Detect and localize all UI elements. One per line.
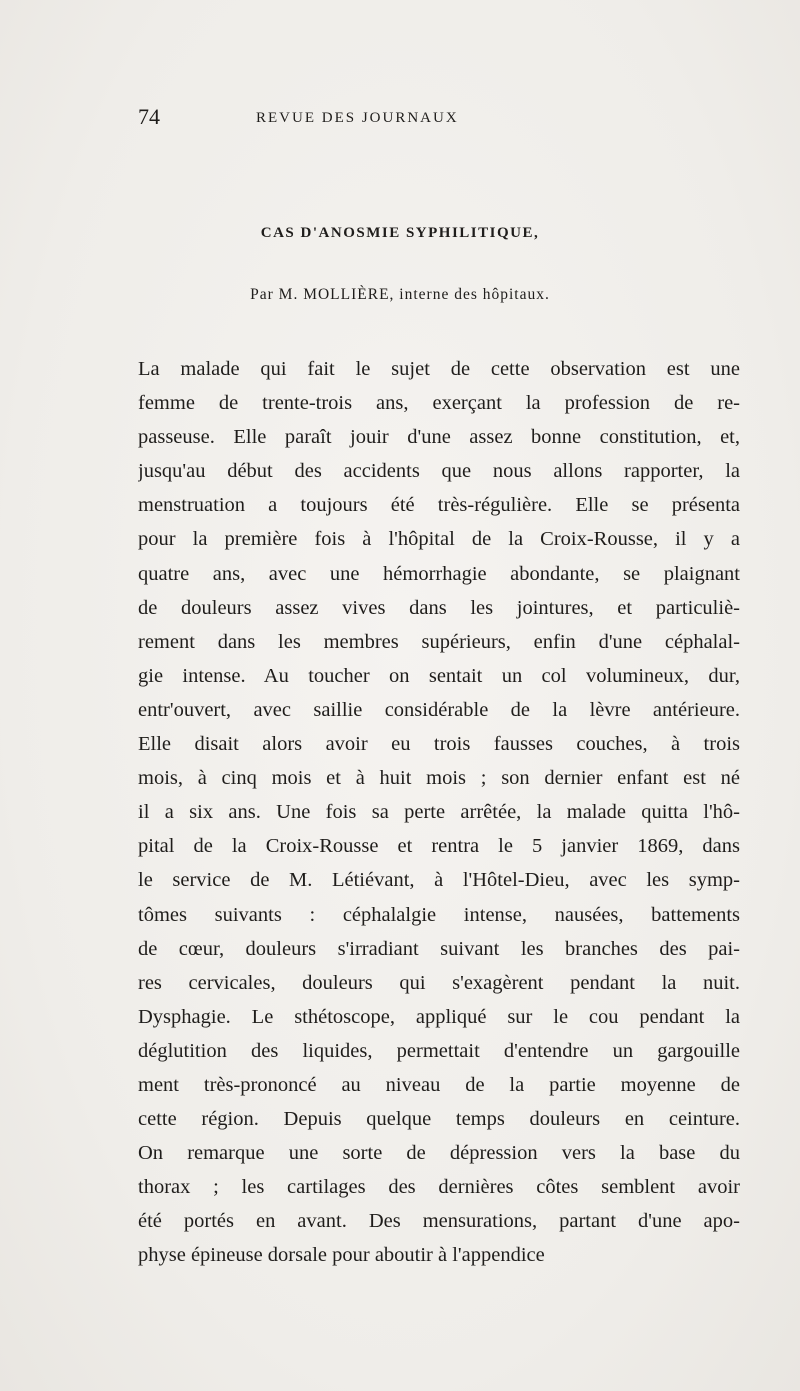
body-line: été portés en avant. Des mensurations, partant d'une apo-	[138, 1210, 740, 1233]
article-byline: Par M. MOLLIÈRE, interne des hôpitaux.	[250, 286, 550, 303]
body-line: femme de trente-trois ans, exerçant la profession de re-	[138, 392, 740, 415]
body-line: On remarque une sorte de dépression vers la base du	[138, 1142, 740, 1165]
body-line: déglutition des liquides, permettait d'entendre un gargouille	[138, 1039, 740, 1062]
page-header	[138, 104, 738, 134]
body-line: ment très-prononcé au niveau de la partie moyenne de	[138, 1073, 740, 1096]
body-line: Dysphagie. Le sthétoscope, appliqué sur le cou pendant la	[138, 1005, 740, 1028]
body-line last-line: physe épineuse dorsale pour aboutir à l'appendice	[138, 1244, 545, 1267]
body-line: tômes suivants : céphalalgie intense, nausées, battements	[138, 903, 740, 926]
body-line: jusqu'au début des accidents que nous allons rapporter, la	[138, 460, 740, 483]
body-line: pour la première fois à l'hôpital de la Croix-Rousse, il y a	[138, 528, 740, 551]
body-line: res cervicales, douleurs qui s'exagèrent pendant la nuit.	[138, 971, 740, 994]
body-line: entr'ouvert, avec saillie considérable de la lèvre antérieure.	[138, 698, 740, 721]
body-line: gie intense. Au toucher on sentait un col volumineux, dur,	[138, 664, 740, 687]
article-title: CAS D'ANOSMIE SYPHILITIQUE,	[260, 225, 540, 241]
body-line: quatre ans, avec une hémorrhagie abondante, se plaignant	[138, 562, 740, 585]
running-head: REVUE DES JOURNAUX	[256, 110, 459, 126]
body-line: passeuse. Elle paraît jouir d'une assez bonne constitution, et,	[138, 426, 740, 449]
body-line: il a six ans. Une fois sa perte arrêtée, la malade quitta l'hô-	[138, 801, 740, 824]
body-line: Elle disait alors avoir eu trois fausses couches, à trois	[138, 733, 740, 756]
body-line: rement dans les membres supérieurs, enfin d'une céphalal-	[138, 630, 740, 653]
page-number: 74	[138, 104, 160, 129]
body-line: de cœur, douleurs s'irradiant suivant les branches des pai-	[138, 937, 740, 960]
body-line: de douleurs assez vives dans les jointures, et particuliè-	[138, 596, 740, 619]
body-line: mois, à cinq mois et à huit mois ; son dernier enfant est né	[138, 767, 740, 790]
body-line: thorax ; les cartilages des dernières côtes semblent avoir	[138, 1176, 740, 1199]
article-body	[138, 352, 740, 1273]
body-line: le service de M. Létiévant, à l'Hôtel-Dieu, avec les symp-	[138, 869, 740, 892]
body-line: pital de la Croix-Rousse et rentra le 5 janvier 1869, dans	[138, 835, 740, 858]
body-line: menstruation a toujours été très-régulière. Elle se présenta	[138, 494, 740, 517]
body-line: La malade qui fait le sujet de cette observation est une	[138, 358, 740, 380]
body-line: cette région. Depuis quelque temps douleurs en ceinture.	[138, 1108, 740, 1131]
